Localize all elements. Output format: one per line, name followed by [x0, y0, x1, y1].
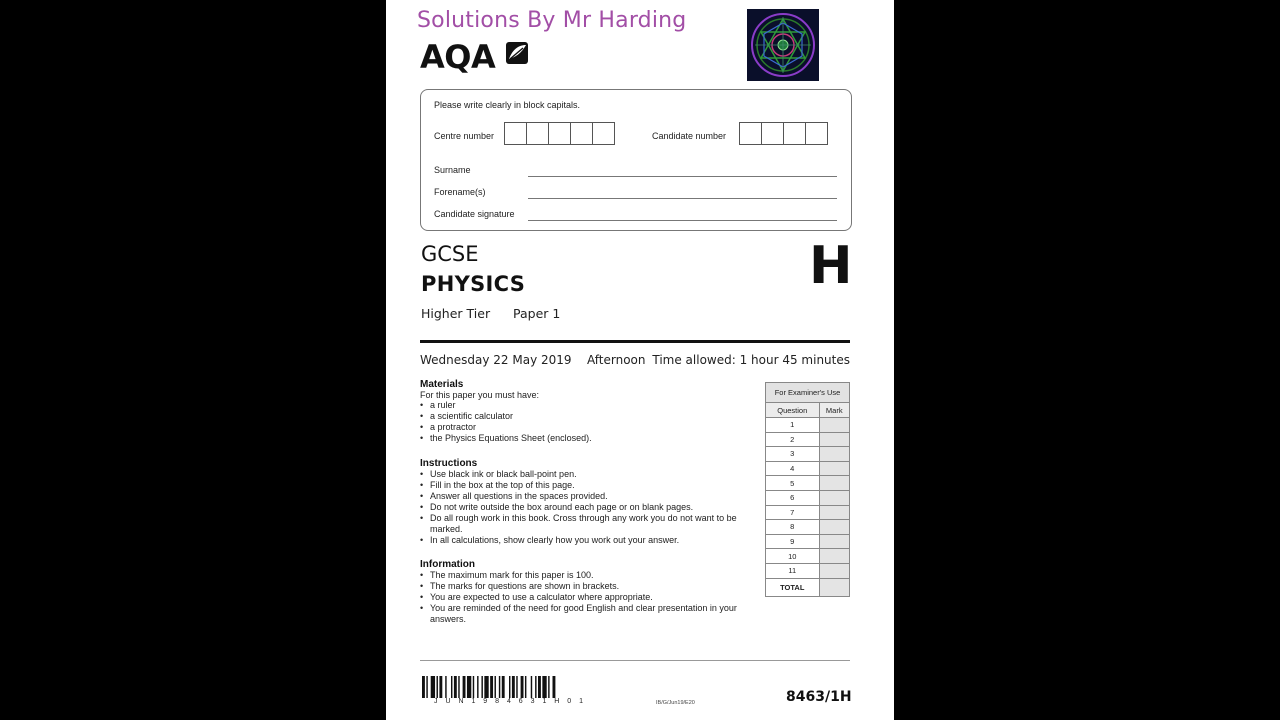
centre-digit-box[interactable] — [592, 122, 615, 145]
centre-digit-box[interactable] — [526, 122, 549, 145]
qualification-title: GCSE — [421, 242, 479, 266]
list-item: • The marks for questions are shown in brackets. — [430, 581, 750, 592]
question-number: 3 — [766, 447, 820, 462]
total-label: TOTAL — [766, 578, 820, 596]
table-row — [766, 520, 850, 535]
materials-section — [420, 379, 750, 444]
mark-column-header: Mark — [819, 403, 850, 418]
barcode-number: J U N 1 9 8 4 6 3 1 H 0 1 — [434, 698, 587, 705]
list-item: • a protractor — [430, 422, 750, 433]
centre-number-boxes[interactable] — [504, 122, 614, 145]
aqa-logo: AQA — [420, 38, 496, 76]
information-section — [420, 559, 750, 625]
table-row — [766, 563, 850, 578]
question-column-header: Question — [766, 403, 820, 418]
forename-line[interactable] — [528, 198, 837, 199]
paper-reference: IB/G/Jun19/E20 — [656, 700, 695, 706]
exam-paper-page — [386, 0, 894, 720]
mark-cell — [819, 490, 850, 505]
centre-digit-box[interactable] — [570, 122, 593, 145]
examiners-use-table — [765, 382, 850, 597]
table-row — [766, 447, 850, 462]
question-number: 2 — [766, 432, 820, 447]
tier-letter: H — [809, 236, 853, 296]
surname-line[interactable] — [528, 176, 837, 177]
candidate-details-box — [420, 89, 852, 231]
list-item: • The maximum mark for this paper is 100. — [430, 570, 750, 581]
question-number: 1 — [766, 418, 820, 433]
footer-divider — [420, 660, 850, 661]
mark-cell — [819, 563, 850, 578]
question-number: 4 — [766, 461, 820, 476]
tier-label: Higher Tier — [421, 306, 491, 321]
centre-digit-box[interactable] — [504, 122, 527, 145]
information-list — [420, 570, 750, 625]
candidate-digit-box[interactable] — [805, 122, 828, 145]
paper-code: 8463/1H — [786, 689, 852, 705]
signature-line[interactable] — [528, 220, 837, 221]
table-row — [766, 549, 850, 564]
table-row — [766, 505, 850, 520]
surname-label: Surname — [434, 165, 471, 175]
paper-number: Paper 1 — [513, 306, 561, 321]
total-row — [766, 578, 850, 596]
forename-label: Forename(s) — [434, 187, 486, 197]
centre-digit-box[interactable] — [548, 122, 571, 145]
table-row — [766, 418, 850, 433]
list-item: • Use black ink or black ball-point pen. — [430, 469, 750, 480]
list-item: • You are reminded of the need for good English and clear presentation in your answers. — [430, 603, 750, 625]
materials-list — [420, 400, 750, 444]
subject-title: PHYSICS — [421, 272, 526, 296]
question-number: 10 — [766, 549, 820, 564]
mark-cell — [819, 432, 850, 447]
mark-cell — [819, 505, 850, 520]
list-item: • In all calculations, show clearly how you work out your answer. — [430, 535, 750, 546]
mark-cell — [819, 418, 850, 433]
mark-cell — [819, 520, 850, 535]
mark-cell — [819, 461, 850, 476]
question-number: 6 — [766, 490, 820, 505]
question-number: 7 — [766, 505, 820, 520]
barcode-icon — [422, 676, 596, 698]
materials-intro: For this paper you must have: — [420, 390, 540, 400]
table-row — [766, 476, 850, 491]
examiner-table-title: For Examiner's Use — [766, 383, 850, 403]
candidate-digit-box[interactable] — [761, 122, 784, 145]
instructions-section — [420, 458, 750, 546]
instructions-list — [420, 469, 750, 546]
question-number: 9 — [766, 534, 820, 549]
exam-session: Afternoon — [587, 353, 646, 367]
table-row — [766, 534, 850, 549]
list-item: • Do not write outside the box around each page or on blank pages. — [430, 502, 750, 513]
list-item: • Do all rough work in this book. Cross through any work you do not want to be marked. — [430, 513, 750, 535]
list-item: • You are expected to use a calculator where appropriate. — [430, 592, 750, 603]
candidate-number-boxes[interactable] — [739, 122, 827, 145]
list-item: • Answer all questions in the spaces provided. — [430, 491, 750, 502]
overlay-title: Solutions By Mr Harding — [417, 8, 687, 33]
mark-cell — [819, 534, 850, 549]
list-item: • a scientific calculator — [430, 411, 750, 422]
mandala-emblem-icon — [747, 9, 819, 81]
signature-label: Candidate signature — [434, 209, 515, 219]
candidate-digit-box[interactable] — [739, 122, 762, 145]
materials-heading: Materials — [420, 379, 464, 390]
table-row — [766, 432, 850, 447]
candidate-digit-box[interactable] — [783, 122, 806, 145]
table-row — [766, 461, 850, 476]
centre-number-label: Centre number — [434, 131, 495, 141]
instructions-heading: Instructions — [420, 458, 478, 469]
heading-divider — [420, 340, 850, 343]
exam-date: Wednesday 22 May 2019 — [420, 353, 572, 367]
question-number: 8 — [766, 520, 820, 535]
question-number: 5 — [766, 476, 820, 491]
information-heading: Information — [420, 559, 475, 570]
aqa-leaf-logo-icon — [504, 40, 530, 66]
list-item: • Fill in the box at the top of this page. — [430, 480, 750, 491]
table-row — [766, 490, 850, 505]
total-mark-cell — [819, 578, 850, 596]
question-number: 11 — [766, 563, 820, 578]
time-allowed: Time allowed: 1 hour 45 minutes — [652, 353, 850, 367]
mark-cell — [819, 476, 850, 491]
block-capitals-instruction: Please write clearly in block capitals. — [434, 100, 581, 110]
list-item: • the Physics Equations Sheet (enclosed). — [430, 433, 750, 444]
mark-cell — [819, 549, 850, 564]
list-item: • a ruler — [430, 400, 750, 411]
candidate-number-label: Candidate number — [652, 131, 727, 141]
mark-cell — [819, 447, 850, 462]
